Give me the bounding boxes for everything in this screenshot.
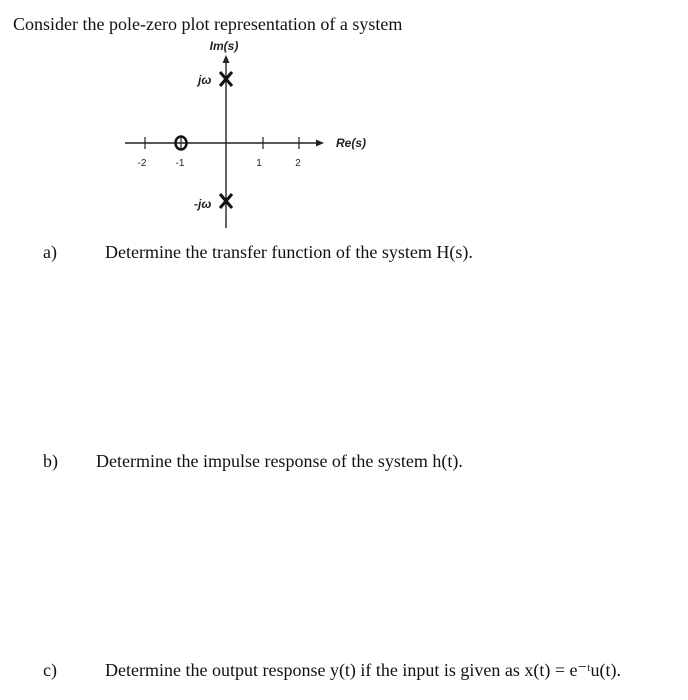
tick-label-minus-2: -2	[137, 158, 147, 169]
lower-pole-label: -jω	[194, 197, 212, 211]
question-b-text: Determine the impulse response of the system h(t).	[96, 451, 463, 471]
question-c-text: Determine the output response y(t) if the input is given as x(t) = e⁻ᵗu(t).	[105, 660, 621, 680]
real-axis-arrow	[316, 140, 324, 147]
problem-intro: Consider the pole-zero plot representation of a system	[13, 14, 403, 34]
question-a-label: a)	[43, 242, 57, 262]
tick-label-2: 2	[295, 158, 301, 169]
tick-label-minus-1: -1	[175, 158, 185, 169]
tick-label-1: 1	[256, 158, 262, 169]
imaginary-axis-arrow	[223, 55, 230, 63]
question-c-label: c)	[43, 660, 57, 680]
upper-pole-label: jω	[198, 73, 212, 87]
question-b-label: b)	[43, 451, 58, 471]
imaginary-axis-label: Im(s)	[209, 39, 239, 53]
real-axis-label: Re(s)	[336, 136, 367, 150]
question-a-text: Determine the transfer function of the system H(s).	[105, 242, 473, 262]
pole-zero-plot	[0, 0, 688, 240]
